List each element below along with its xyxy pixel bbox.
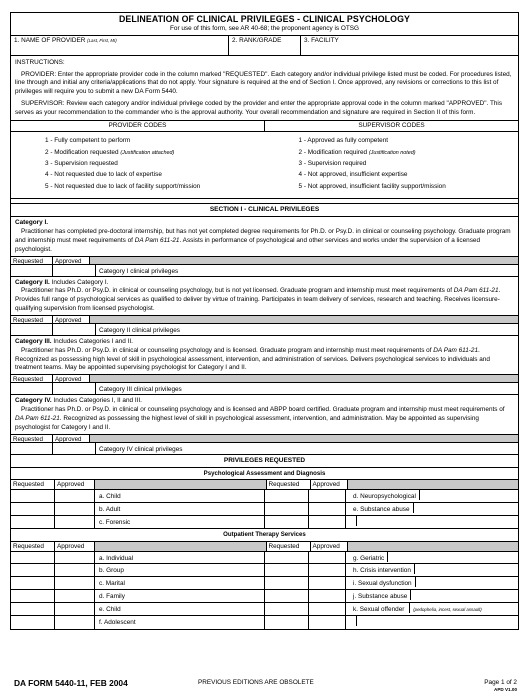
form-body — [10, 12, 519, 630]
privilege-label — [346, 616, 518, 629]
approved-input[interactable] — [55, 490, 95, 502]
category-name: Category IV. — [15, 397, 52, 405]
codes-header — [11, 121, 518, 132]
shaded-band — [348, 542, 519, 551]
privilege-label: e. Child — [95, 603, 265, 615]
requested-input[interactable] — [265, 603, 309, 615]
approved-label: Approved — [311, 542, 348, 551]
requested-input[interactable] — [11, 577, 55, 589]
category-privilege-label: Category II clinical privileges — [99, 326, 180, 334]
privilege-label: d. Neuropsychological — [346, 490, 518, 502]
category-name: Category I. — [15, 219, 49, 227]
requested-input[interactable] — [11, 590, 55, 602]
approved-input[interactable] — [309, 616, 346, 629]
form-id: DA FORM 5440-11, FEB 2004 — [14, 678, 128, 688]
requested-label: Requested — [267, 542, 311, 551]
provider-info-row — [11, 36, 518, 56]
shaded-band — [90, 375, 518, 382]
privilege-label: a. Child — [95, 490, 265, 502]
approved-label: Approved — [55, 480, 95, 489]
provider-code: 5 - Not requested due to lack of facility support/mission — [45, 182, 201, 190]
requested-input[interactable] — [265, 490, 309, 502]
approved-input[interactable] — [55, 552, 95, 564]
privilege-row — [11, 616, 518, 629]
privilege-row — [11, 590, 518, 603]
facility-field[interactable] — [301, 36, 518, 55]
approved-label: Approved — [53, 257, 90, 264]
supervisor-code: 5 - Not approved, insufficient facility support/mission — [298, 182, 446, 190]
privilege-label: a. Individual — [95, 552, 265, 564]
requested-input[interactable] — [11, 324, 53, 335]
requested-input[interactable] — [265, 590, 309, 602]
category-privilege-row — [11, 324, 518, 336]
approved-label: Approved — [311, 480, 348, 489]
group-header — [11, 480, 518, 490]
supervisor-code: 2 - Modification required (Justification noted) — [298, 148, 416, 156]
obsolete-notice: PREVIOUS EDITIONS ARE OBSOLETE — [198, 679, 314, 686]
category-privilege-row — [11, 383, 518, 395]
instructions-provider: PROVIDER: Enter the appropriate provider code in the column marked "REQUESTED". Each category and/or individual privilege listed must be coded. For procedures listed, line through and initial any criteria/applications that do not apply. Your signature is required at the end of Section I. Once approved, any revisions or corrections to this list of privileges will require you to submit a new DA Form 5440. — [15, 70, 512, 96]
category-ra-header — [11, 434, 518, 443]
requested-input[interactable] — [11, 383, 53, 394]
approved-label: Approved — [53, 375, 90, 382]
approved-input[interactable] — [55, 577, 95, 589]
instructions — [11, 56, 518, 121]
approved-input[interactable] — [53, 265, 96, 276]
category-description: Practitioner has Ph.D. or Psy.D. in clinical or counseling psychology and is licensed. Graduate program and internship must meet requirements of DA Pam 611-21. Recognized as possessing high level of skill in psychological assessment, intervention, and administration of services. Delivers psychological services to individuals and treatment teams. May be appointed supervising psychologist for Category I and II. — [15, 346, 490, 372]
approved-input[interactable] — [55, 516, 95, 528]
requested-input[interactable] — [11, 552, 55, 564]
requested-input[interactable] — [11, 490, 55, 502]
privilege-label: f. Adolescent — [95, 616, 265, 629]
privilege-row — [11, 577, 518, 590]
facility-label: 3. FACILITY — [304, 36, 339, 44]
form-header — [11, 13, 518, 36]
shaded-band — [90, 257, 518, 264]
privilege-row — [11, 564, 518, 577]
provider-code: 3 - Supervision requested — [45, 159, 118, 167]
requested-input[interactable] — [265, 503, 309, 515]
approved-input[interactable] — [309, 490, 346, 502]
category-description: Practitioner has completed pre-doctoral internship, but has not yet completed degree requirements for Ph.D. or Psy.D. in clinical or counseling psychology. Graduate program and internship must meet requirements of DA Pam 611-21. Assists in performance of psychological and other services and works under the supervision of a licensed psychologist. — [15, 228, 511, 253]
supervisor-codes-list — [265, 137, 519, 194]
privilege-label: i. Sexual dysfunction — [346, 577, 518, 589]
category-privilege-label: Category I clinical privileges — [99, 267, 179, 275]
requested-label: Requested — [11, 480, 55, 489]
rank-grade-label: 2. RANK/GRADE — [232, 36, 282, 44]
group-title: Outpatient Therapy Services — [11, 529, 518, 542]
supervisor-code: 4 - Not approved, insufficient expertise — [298, 171, 408, 179]
requested-input[interactable] — [265, 516, 309, 528]
provider-codes-list — [11, 137, 265, 194]
requested-input[interactable] — [265, 564, 309, 576]
category-description: Practitioner has Ph.D. or Psy.D. in clinical or counseling psychology and is licensed and ABPP board certified. Graduate program and internship must meet requirements of DA Pam 611-21. Recognized as possessing the highest level of skill in psychological assessment, intervention, and administration. May be appointed as supervising psychologist for Category I and II. — [15, 406, 505, 431]
provider-name-hint: (Last, First, MI) — [87, 37, 117, 43]
approved-input[interactable] — [55, 564, 95, 576]
requested-label: Requested — [11, 257, 53, 264]
form-subtitle: For use of this form, see AR 40-68; the proponent agency is OTSG — [170, 24, 359, 32]
privilege-label: c. Marital — [95, 577, 265, 589]
privilege-label: g. Geriatric — [346, 552, 518, 564]
category-ra-header — [11, 256, 518, 265]
supervisor-codes-header: SUPERVISOR CODES — [358, 122, 425, 130]
apd-version: APD V1.00 — [494, 687, 517, 692]
approved-label: Approved — [53, 435, 90, 442]
category-privilege-row — [11, 265, 518, 277]
category-description: Practitioner has Ph.D. or Psy.D. in clinical or counseling psychology, but is not yet licensed. Graduate program and internship must meet requirements of DA Pam 611-21. Provides full range of psychological services as qualified to deliver by virtue of training. Participates in team delivery of services, research and teaching. Receives licensure-qualifying supervision from licensed psychologist. — [15, 287, 501, 313]
requested-label: Requested — [11, 542, 55, 551]
provider-code: 1 - Fully competent to perform — [45, 137, 131, 145]
approved-input[interactable] — [309, 564, 346, 576]
privilege-label: d. Family — [95, 590, 265, 602]
approved-input[interactable] — [55, 616, 95, 629]
approved-input[interactable] — [309, 577, 346, 589]
approved-input[interactable] — [55, 503, 95, 515]
privilege-label: e. Substance abuse — [346, 503, 518, 515]
category-ra-header — [11, 374, 518, 383]
approved-input[interactable] — [309, 552, 346, 564]
approved-label: Approved — [53, 316, 90, 323]
requested-input[interactable] — [265, 552, 309, 564]
rank-grade-field[interactable] — [229, 36, 301, 55]
privileges-title: PRIVILEGES REQUESTED — [11, 455, 518, 468]
category-block: Category IV. Includes Categories I, II and III. Practitioner has Ph.D. or Psy.D. in clinical or counseling psychology and is licensed and ABPP board certified. Graduate program and internship must meet requirements of DA Pam 611-21. Recognized as possessing the highest level of skill in psychological assessment, intervention, and administration. May be appointed as supervising psychologist for Category I and II. — [11, 395, 518, 433]
provider-name-label: 1. NAME OF PROVIDER — [14, 36, 86, 44]
requested-label: Requested — [11, 375, 53, 382]
shaded-band — [348, 480, 519, 489]
approved-input[interactable] — [309, 590, 346, 602]
privilege-row — [11, 552, 518, 565]
requested-input[interactable] — [11, 503, 55, 515]
privilege-label: c. Forensic — [95, 516, 265, 528]
privilege-label: k. Sexual offender (pedophelia, incest, sexual assault) — [346, 603, 518, 615]
category-block: Category III. Includes Categories I and II. Practitioner has Ph.D. or Psy.D. in clinical or counseling psychology and is licensed. Graduate program and internship must meet requirements of DA Pam 611-21. Recognized as possessing high level of skill in psychological assessment, intervention, and administration of services. Delivers psychological services to individuals and treatment teams. May be appointed supervising psychologist for Category I and II. — [11, 336, 518, 374]
requested-label: Requested — [11, 435, 53, 442]
supervisor-code: 1 - Approved as fully competent — [298, 137, 389, 145]
provider-name-field[interactable] — [11, 36, 229, 55]
requested-input[interactable] — [11, 616, 55, 629]
approved-input[interactable] — [55, 603, 95, 615]
privilege-label: j. Substance abuse — [346, 590, 518, 602]
requested-input[interactable] — [265, 577, 309, 589]
approved-input[interactable] — [53, 324, 96, 335]
privilege-label: h. Crisis intervention — [346, 564, 518, 576]
category-name: Category III. — [15, 337, 52, 345]
category-block: Category II. Includes Category I. Practitioner has Ph.D. or Psy.D. in clinical or counseling psychology, but is not yet licensed. Graduate program and internship must meet requirements of DA Pam 611-21. Provides full range of psychological services as qualified to deliver by virtue of training. Participates in team delivery of services, research and teaching. Receives licensure-qualifying supervision from licensed psychologist. — [11, 277, 518, 315]
privilege-label: b. Adult — [95, 503, 265, 515]
supervisor-code: 3 - Supervision required — [298, 159, 367, 167]
shaded-band — [95, 542, 267, 551]
codes-lists — [11, 132, 518, 199]
category-block — [11, 217, 518, 255]
approved-input[interactable] — [309, 503, 346, 515]
group-title: Psychological Assessment and Diagnosis — [11, 468, 518, 481]
category-name: Category II. — [15, 278, 50, 286]
category-privilege-label: Category IV clinical privileges — [99, 445, 183, 453]
privilege-row — [11, 490, 518, 503]
privilege-row — [11, 603, 518, 616]
requested-input[interactable] — [11, 265, 53, 276]
requested-input[interactable] — [11, 516, 55, 528]
instructions-supervisor: SUPERVISOR: Review each category and/or individual privilege coded by the provider and enter the appropriate approval code in the column marked "APPROVED". This serves as your recommendation to the commander who is the approval authority. Your overall recommendation and signature are required in Section II of this form. — [15, 99, 503, 116]
approved-input[interactable] — [309, 603, 346, 615]
shaded-band — [90, 316, 518, 323]
requested-input[interactable] — [11, 443, 53, 454]
instructions-heading: INSTRUCTIONS: — [15, 58, 65, 66]
approved-label: Approved — [55, 542, 95, 551]
approved-input[interactable] — [53, 383, 96, 394]
category-privilege-label: Category III clinical privileges — [99, 386, 182, 394]
shaded-band — [90, 435, 518, 442]
category-privilege-row — [11, 443, 518, 455]
requested-label: Requested — [11, 316, 53, 323]
shaded-band — [95, 480, 267, 489]
privilege-row — [11, 516, 518, 529]
provider-code: 2 - Modification requested (Justification attached) — [45, 148, 175, 156]
approved-input[interactable] — [55, 590, 95, 602]
page-number: Page 1 of 2 — [484, 679, 517, 686]
requested-input[interactable] — [11, 564, 55, 576]
section1-title: SECTION I - CLINICAL PRIVILEGES — [11, 203, 518, 217]
requested-label: Requested — [267, 480, 311, 489]
privilege-label: b. Group — [95, 564, 265, 576]
group-header — [11, 542, 518, 552]
requested-input[interactable] — [265, 616, 309, 629]
approved-input[interactable] — [309, 516, 346, 528]
provider-code: 4 - Not requested due to lack of expertise — [45, 171, 162, 179]
provider-codes-header: PROVIDER CODES — [11, 121, 265, 131]
privilege-row — [11, 503, 518, 516]
approved-input[interactable] — [53, 443, 96, 454]
form-title: DELINEATION OF CLINICAL PRIVILEGES - CLINICAL PSYCHOLOGY — [118, 14, 411, 24]
privilege-label — [346, 516, 518, 528]
category-ra-header — [11, 315, 518, 324]
requested-input[interactable] — [11, 603, 55, 615]
